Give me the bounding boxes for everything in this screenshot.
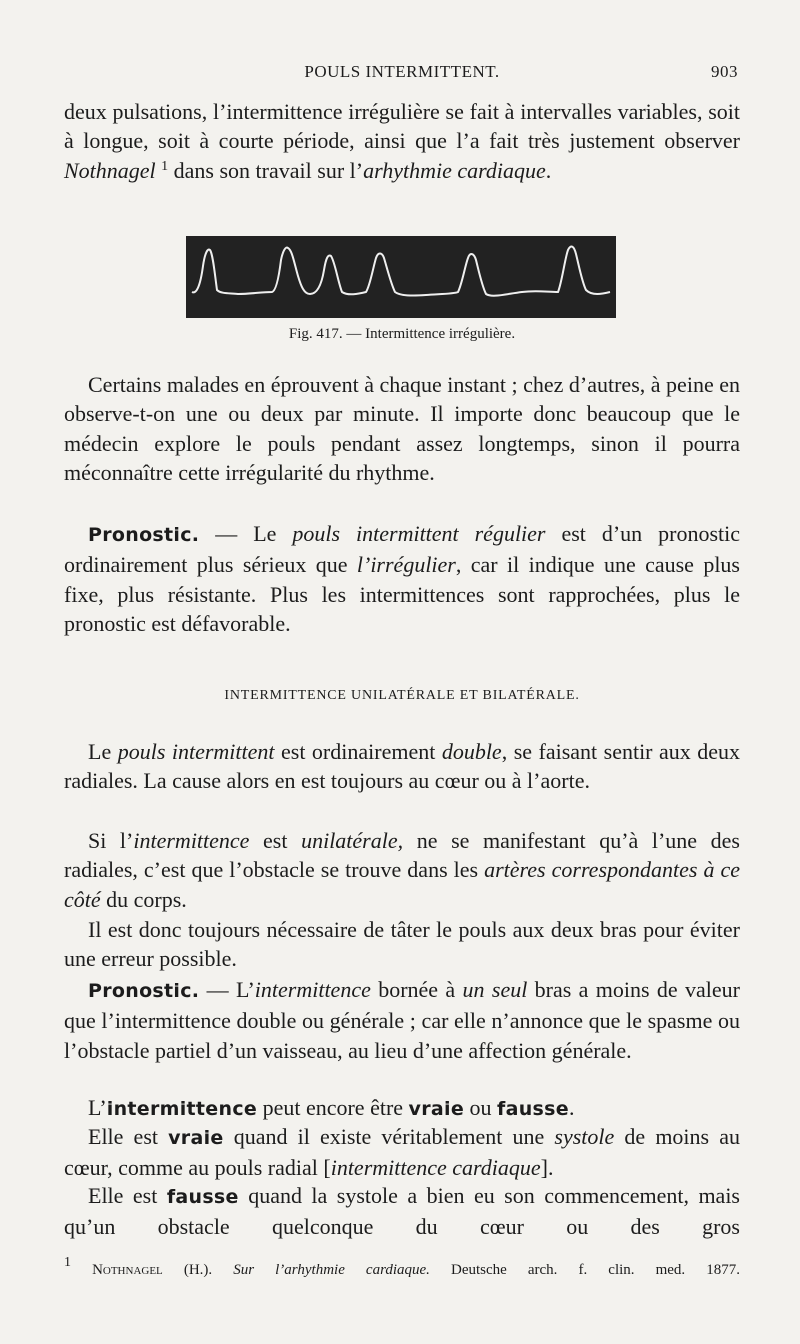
page-number: 903 — [711, 62, 738, 81]
pronostic-label: Pronostic. — [88, 524, 200, 546]
pulse-tracing-figure — [186, 236, 616, 318]
running-title: POULS INTERMITTENT. — [304, 62, 500, 81]
footnote-marker[interactable]: 1 — [161, 158, 169, 174]
paragraph-9: Elle est vraie quand il existe véritablement une systole de moins au cœur, comme au pouls radial [intermittence cardiaque]. — [64, 1124, 740, 1181]
paragraph-2: Certains malades en éprouvent à chaque instant ; chez d’autres, à peine en observe-t-on une ou deux par minute. Il importe donc beaucoup que le médecin explore le pouls pendant assez longtemps, sinon il pourra méconnaître cette irrégularité du rhythme. — [64, 372, 740, 485]
author-name: Nothnagel — [64, 157, 156, 183]
footnote-author: Nothnagel — [92, 1262, 163, 1278]
pulse-waveform — [186, 236, 616, 318]
paragraph-6: Il est donc toujours nécessaire de tâter le pouls aux deux bras pour éviter une erreur possible. — [64, 917, 740, 972]
work-title: arhythmie cardiaque — [363, 157, 546, 183]
paragraph-10: Elle est fausse quand la systole a bien eu son commencement, mais qu’un obstacle quelconque du cœur ou des gros — [64, 1183, 740, 1240]
pronostic-label: Pronostic. — [88, 980, 200, 1002]
section-heading: INTERMITTENCE UNILATÉRALE ET BILATÉRALE. — [224, 688, 580, 703]
footnote-title: Sur l’arhythmie cardiaque. — [233, 1262, 430, 1278]
footnote-number: 1 — [64, 1255, 71, 1270]
paragraph-7: Pronostic. — L’intermittence bornée à un seul bras a moins de valeur que l’intermittence double ou générale ; car elle n’annonce que le spasme ou l’obstacle partiel d’un vaisseau, au lieu d’une affection générale. — [64, 977, 741, 1063]
paragraph-1: deux pulsations, l’intermittence irrégulière se fait à intervalles variables, soit à longue, soit à courte période, ainsi que l’a fait très justement observer Nothnagel $^1$ dans son travail sur l’arhythmie cardiaque. — [64, 99, 740, 183]
paragraph-3: Pronostic. — Le pouls intermittent régulier est d’un pronostic ordinairement plus sérieux que l’irrégulier, car il indique une cause plus fixe, plus résistante. Plus les intermittences sont rapprochées, plus le pronostic est défavorable. — [64, 521, 740, 636]
paragraph-4: Le pouls intermittent est ordinairement double, se faisant sentir aux deux radiales. La cause alors en est toujours au cœur ou à l’aorte. — [64, 739, 741, 794]
paragraph-8: L’intermittence peut encore être vraie ou fausse. — [88, 1095, 575, 1120]
figure-caption: Fig. 417. — Intermittence irrégulière. — [288, 326, 516, 342]
footnote: $^1$ Nothnagel (H.). Sur l’arhythmie cardiaque. Deutsche arch. f. clin. med. 1877. — [64, 1255, 740, 1278]
paragraph-5: Si l’intermittence est unilatérale, ne se manifestant qu’à l’une des radiales, c’est que l’obstacle se trouve dans les artères correspondantes à ce côté du corps. — [64, 828, 740, 912]
running-header — [64, 60, 740, 86]
